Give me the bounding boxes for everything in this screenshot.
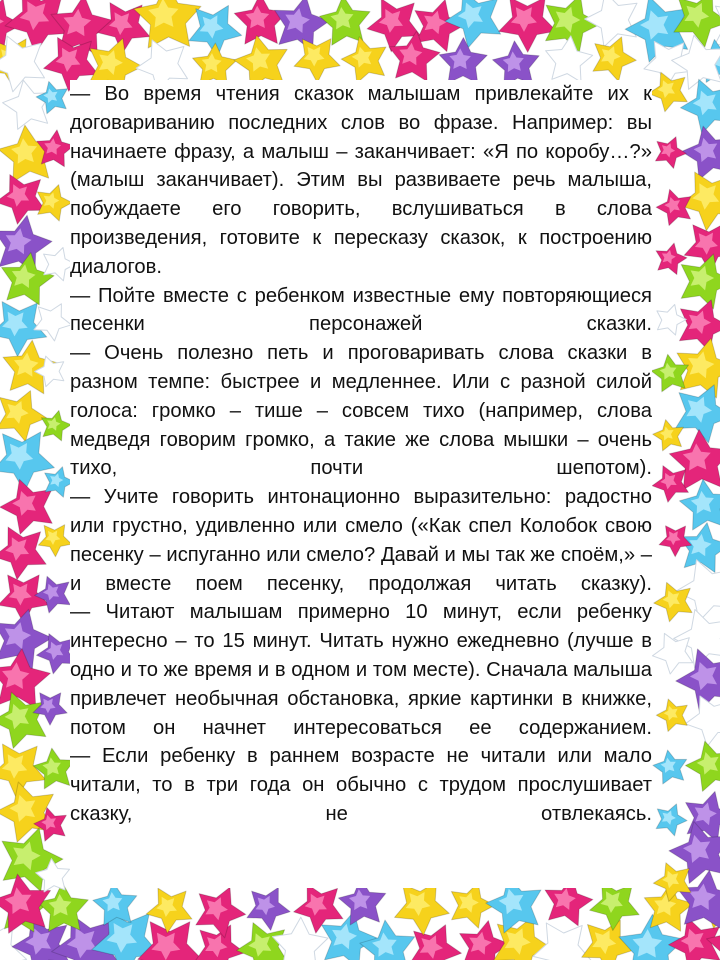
tip-paragraph-2: — Пойте вместе с ребенком известные ему повторяющиеся песенки персонажей сказки.	[70, 284, 652, 336]
star-decoration	[655, 137, 686, 169]
star-decoration	[196, 887, 246, 938]
tip-paragraph-3: — Очень полезно петь и проговаривать слова сказки в разном темпе: быстрее и медленнее. Или с разной силой голоса: громко – тише – совсем тихо (например, слова медведя говорим громко, а такие же слова мышки – очень тихо, почти шепотом).	[70, 342, 652, 480]
tip-paragraph-4: — Учите говорить интонационно выразительно: радостно или грустно, удивленно или смело («Как спел Колобок свою песенку – испуганно или смело? Давай и мы так же споём,» – и вместе поем песенку, продолжая читать сказку).	[70, 486, 652, 595]
tip-paragraph-6: — Если ребенку в раннем возрасте не читали или мало читали, то в три года он обычно с трудом прослушивает сказку, не отвлекаясь.	[70, 745, 652, 825]
text-block	[70, 80, 652, 888]
star-decoration	[445, 0, 501, 48]
tip-paragraph-5: — Читают малышам примерно 10 минут, если ребенку интересно – то 15 минут. Читать нужно ежедневно (лучше в одно и то же время и в одном и том месте). Сначала малыша привлечет необычная обстановка, яркие картинки в книжке, потом он начнет интересоваться ее содержанием.	[70, 601, 652, 739]
star-decoration	[0, 432, 54, 492]
tip-paragraph-1: — Во время чтения сказок малышам привлекайте их к договариванию последних слов во фразе. Например: вы начинаете фразу, а малыш – заканчивает: «Я по коробу…?» (малыш заканчивает). Этим вы развиваете речь малыша, побуждаете его говорить, вслушиваться в слова произведения, готовите к пересказу сказок, к построению диалогов.	[70, 83, 652, 278]
